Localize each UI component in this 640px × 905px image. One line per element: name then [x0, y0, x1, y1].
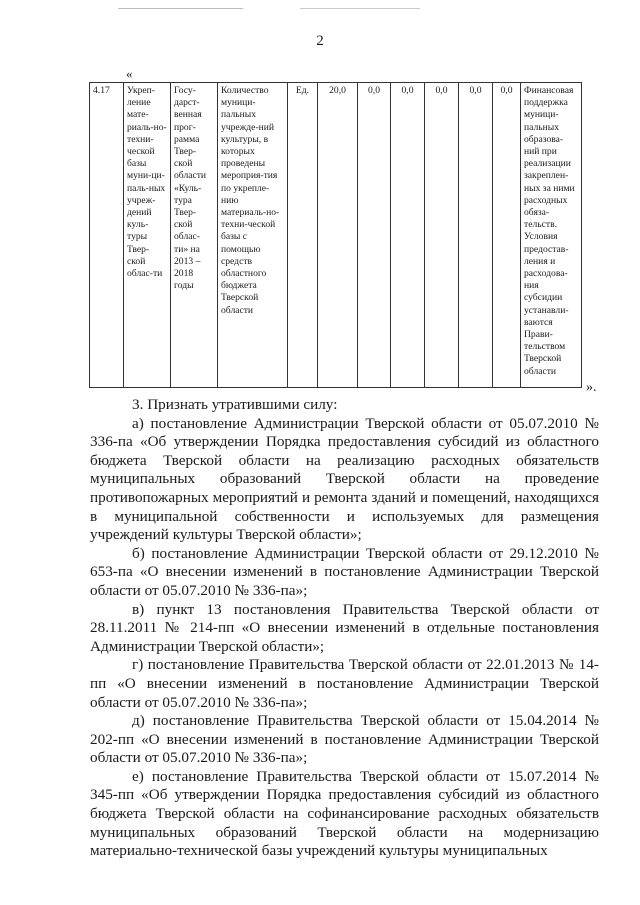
table-row [90, 83, 582, 388]
page-number: 2 [316, 33, 324, 49]
program-cell: Госу-дарст-венная прог-рамма Твер-ской области «Куль-тура Твер-ской облас-ти» на 2013 – 2018 годы [171, 83, 218, 388]
list-item: в) пункт 13 постановления Правительства Тверской области от 28.11.2011 № 214-пп «О внесении изменений в отдельные постановления Администрации Тверской области»; [90, 600, 599, 655]
unit-cell: Ед. [288, 83, 318, 388]
document-body [90, 396, 599, 861]
value-cell: 0,0 [358, 83, 391, 388]
section-heading: 3. Признать утратившими силу: [132, 396, 338, 413]
value-cell: 0,0 [459, 83, 493, 388]
task-cell: Укреп-ление мате-риаль-но-техни-ческой базы муни-ци-паль-ных учреж-дений куль-туры Твер-ской облас-ти [124, 83, 171, 388]
list-item: е) постановление Правительства Тверской области от 15.07.2014 № 345-пп «Об утверждении Порядка предоставления субсидий из областного бюджета Тверской области на софинансирование расходных обязательств муниципальных образований Тверской области на модернизацию материально-технической базы учреждений культуры муниципальных [90, 767, 599, 860]
list-item: б) постановление Администрации Тверской области от 29.12.2010 № 653-па «О внесении изменений в постановление Администрации Тверской области от 05.07.2010 № 336-па»; [90, 544, 599, 599]
program-table [89, 82, 582, 388]
list-item: д) постановление Правительства Тверской области от 15.04.2014 № 202-пп «О внесении изменений в постановление Администрации Тверской области от 05.07.2010 № 336-па»; [90, 712, 599, 767]
value-cell: 0,0 [391, 83, 425, 388]
row-number: 4.17 [90, 83, 124, 388]
value-cell: 0,0 [425, 83, 459, 388]
note-cell: Финансовая поддержка муници-пальных образова-ний при реализации закреплен-ных за ними расходных обяза-тельств. Условия предостав-ления и расходова-ния субсидии устанавли-ваются Прави-тельством Тверской области [521, 83, 582, 388]
list-item: а) постановление Администрации Тверской области от 05.07.2010 № 336-па «Об утверждении Порядка предоставления субсидий из областного бюджета Тверской области на реализацию расходных обязательств муниципальных образований Тверской области на проведение противопожарных мероприятий и ремонта зданий и помещений, находящихся в муниципальной собственности и используемых для размещения учреждений культуры Тверской области»; [90, 414, 599, 544]
scan-edge-line [118, 8, 243, 9]
table-close-quote: ». [586, 380, 597, 395]
indicator-cell: Количество муници-пальных учрежде-ний культуры, в которых проведены мероприя-тия по укрепле-нию материаль-но-техни-ческой базы с помощью средств областного бюджета Тверской области [218, 83, 288, 388]
list-item: г) постановление Правительства Тверской области от 22.01.2013 № 14-пп «О внесении изменений в постановление Администрации Тверской области от 05.07.2010 № 336-па»; [90, 656, 599, 711]
scan-edge-line [300, 8, 420, 9]
value-cell: 0,0 [493, 83, 521, 388]
table-open-quote: « [126, 66, 133, 81]
value-cell: 20,0 [318, 83, 358, 388]
